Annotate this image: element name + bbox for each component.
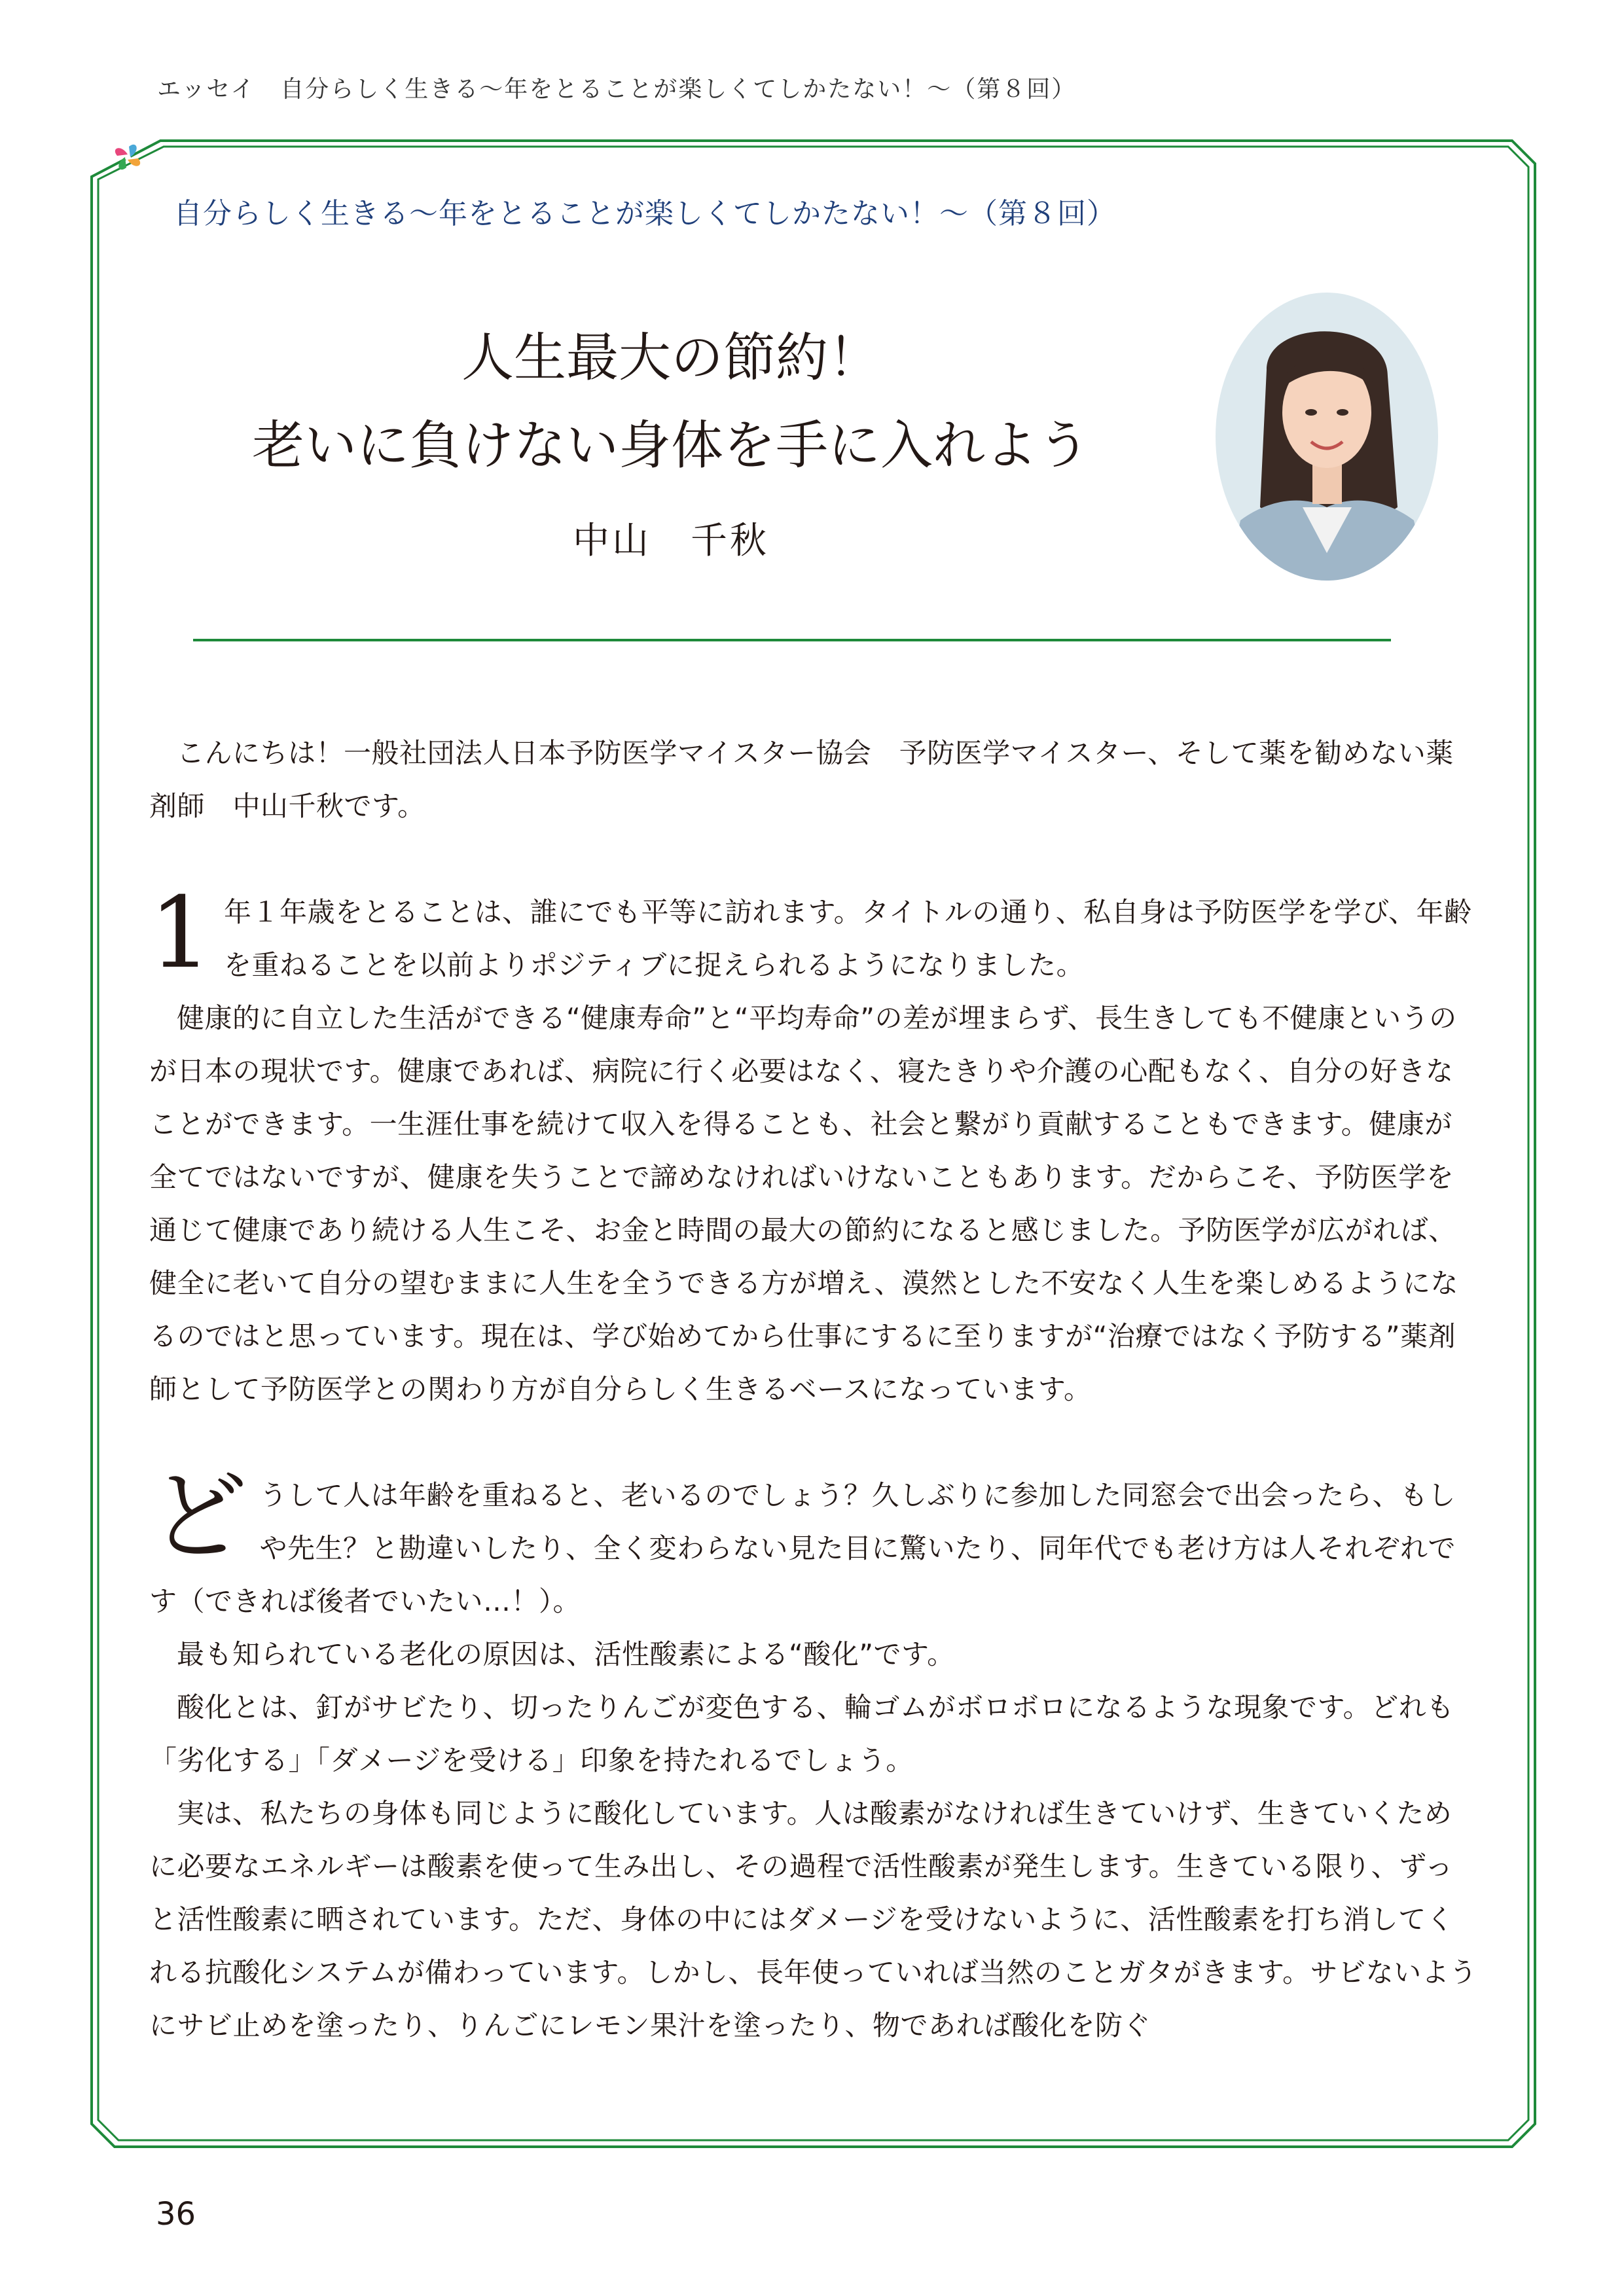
author-name: 中山 千秋 — [573, 520, 769, 562]
intro-paragraph: こんにちは！一般社団法人日本予防医学マイスター協会 予防医学マイスター、そして薬を勧めない薬剤師 中山千秋です。 — [149, 737, 1454, 822]
article-body — [149, 726, 1478, 2052]
section-1-paragraph-1: 年１年歳をとることは、誰にでも平等に訪れます。タイトルの通り、私自身は予防医学を学び、年齢を重ねることを以前よりポジティブに捉えられるようになりました。 — [223, 896, 1472, 981]
page-number: 36 — [156, 2196, 196, 2233]
section-2-paragraph-4: 実は、私たちの身体も同じように酸化しています。人は酸素がなければ生きていけず、生きていくために必要なエネルギーは酸素を使って生み出し、その過程で活性酸素が発生します。生きている限り、ずっと活性酸素に晒されています。ただ、身体の中にはダメージを受けないように、活性酸素を打ち消してくれる抗酸化システムが備わっています。しかし、長年使っていれば当然のことガタがきます。サビないようにサビ止めを塗ったり、りんごにレモン果汁を塗ったり、物であれば酸化を防ぐ — [149, 1797, 1477, 2041]
section-2-paragraph-2: 最も知られている老化の原因は、活性酸素による“酸化”です。 — [177, 1638, 955, 1670]
dropcap-1: 1 — [149, 876, 212, 990]
author-portrait — [1214, 291, 1440, 583]
section-2-paragraph-1: うして人は年齢を重ねると、老いるのでしょう？久しぶりに参加した同窓会で出会ったら、もしや先生？と勘違いしたり、全く変わらない見た目に驚いたり、同年代でも老け方は人それぞれです（できれば後者でいたい…！）。 — [149, 1479, 1456, 1617]
series-title: 自分らしく生きる〜年をとることが楽しくてしかたない！〜（第８回） — [173, 197, 1116, 230]
section-2-paragraph-3: 酸化とは、釘がサビたり、切ったりんごが変色する、輪ゴムがボロボロになるような現象です。どれも「劣化する」「ダメージを受ける」印象を持たれるでしょう。 — [149, 1691, 1454, 1776]
section-2 — [149, 1460, 1478, 2052]
running-header: エッセイ 自分らしく生きる〜年をとることが楽しくてしかたない！〜（第８回） — [157, 76, 1077, 103]
title-line-1: 人生最大の節約！ — [461, 327, 880, 388]
dropcap-2: ど — [149, 1460, 248, 1573]
section-1-paragraph-2: 健康的に自立した生活ができる“健康寿命”と“平均寿命”の差が埋まらず、長生きしても不健康というのが日本の現状です。健康であれば、病院に行く必要はなく、寝たきりや介護の心配もなく、自分の好きなことができます。一生涯仕事を続けて収入を得ることも、社会と繋がり貢献することもできます。健康が全てではないですが、健康を失うことで諦めなければいけないこともあります。だからこそ、予防医学を通じて健康であり続ける人生こそ、お金と時間の最大の節約になると感じました。予防医学が広がれば、健全に老いて自分の望むままに人生を全うできる方が増え、漠然とした不安なく人生を楽しめるようになるのではと思っています。現在は、学び始めてから仕事にするに至りますが“治療ではなく予防する”薬剤師として予防医学との関わり方が自分らしく生きるベースになっています。 — [149, 1002, 1459, 1405]
article-title — [196, 314, 1146, 490]
clover-hearts-icon — [101, 131, 154, 183]
section-1 — [149, 876, 1478, 1416]
title-line-2: 老いに負けない身体を手に入れよう — [252, 415, 1090, 476]
